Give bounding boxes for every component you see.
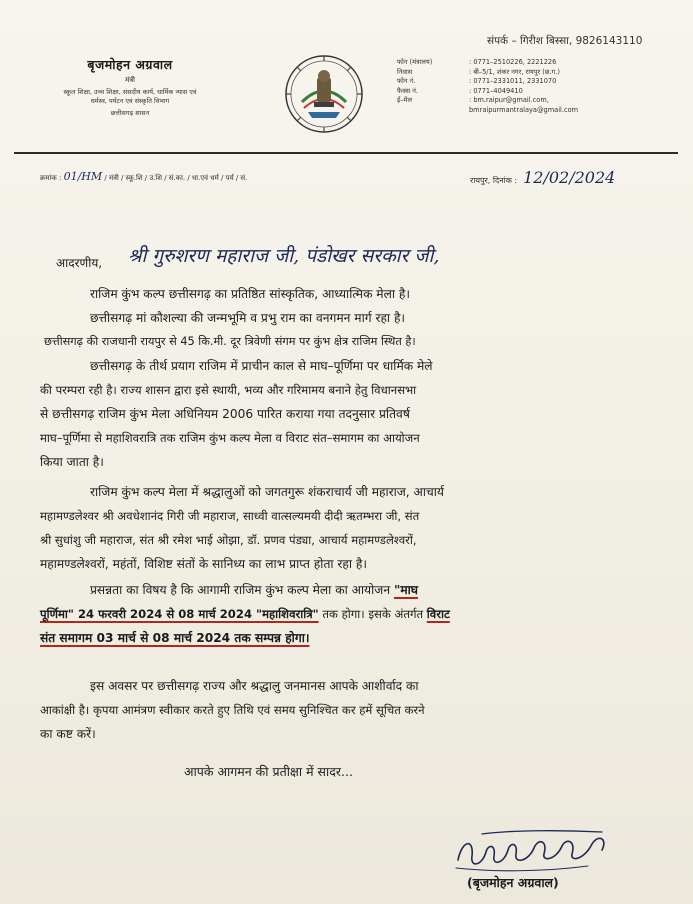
letter-body-saints xyxy=(40,480,652,576)
body-line: छत्तीसगढ़ मां कौशल्या की जन्मभूमि व प्रभु राम का वनगमन मार्ग रहा है। xyxy=(90,311,406,325)
body-line: किया जाता है। xyxy=(40,455,104,469)
sender-name: बृजमोहन अग्रवाल xyxy=(87,57,173,72)
highlight-text: संत समागम 03 मार्च से 08 मार्च 2024 तक सम्पन्न होगा। xyxy=(40,631,310,645)
highlight-text: पूर्णिमा" 24 फरवरी 2024 से 08 मार्च 2024 "महाशिवरात्रि" xyxy=(40,607,319,621)
contact-row: फोन (मंत्रालय) : 0771–2510226, 2221226 xyxy=(397,58,557,66)
addressee-handwritten: श्री गुरुशरण महाराज जी, पंडोखर सरकार जी, xyxy=(128,245,440,267)
reference-handwritten: 01/HM xyxy=(63,170,103,183)
contact-row: निवास : बी–5/1, शंकर नगर, रायपुर (छ.ग.) xyxy=(397,67,560,76)
salutation: आदरणीय, xyxy=(56,256,103,270)
highlight-text: विराट xyxy=(426,607,450,621)
signature-icon xyxy=(452,826,622,876)
closing-line: आपके आगमन की प्रतीक्षा में सादर... xyxy=(184,764,353,779)
letter-date: रायपुर, दिनांक : 12/02/2024 xyxy=(470,168,616,187)
letter-body-dates xyxy=(40,578,652,650)
contact-row: ई–मेल : bm.raipur@gmail.com, xyxy=(397,96,549,104)
letterhead-divider xyxy=(14,152,678,154)
letterhead-sender xyxy=(56,56,204,117)
body-line: का कष्ट करें। xyxy=(40,727,96,741)
body-line: महामण्डलेश्वरों, महंतों, विशिष्ट संतों के सानिध्य का लाभ प्राप्त होता रहा है। xyxy=(40,557,367,571)
signatory-name: (बृजमोहन अग्रवाल) xyxy=(467,875,559,890)
body-line: राजिम कुंभ कल्प छत्तीसगढ़ का प्रतिष्ठित सांस्कृतिक, आध्यात्मिक मेला है। xyxy=(90,287,410,301)
body-line: प्रसन्नता का विषय है कि आगामी राजिम कुंभ कल्प मेला का आयोजन "माघ xyxy=(90,583,418,597)
letter-body-request xyxy=(40,674,652,746)
contact-row: bmraipurmantralaya@gmail.com xyxy=(469,105,579,114)
body-line: पूर्णिमा" 24 फरवरी 2024 से 08 मार्च 2024 "महाशिवरात्रि" तक होगा। इसके अंतर्गत विराट xyxy=(40,607,450,621)
body-line: महामण्डलेश्वर श्री अवधेशानंद गिरी जी महाराज, साध्वी वात्सल्यमयी दीदी ऋतम्भरा जी, संत xyxy=(40,509,420,523)
body-line: आकांक्षी है। कृपया आमंत्रण स्वीकार करते हुए तिथि एवं समय सुनिश्चित कर हमें सूचित करने xyxy=(40,703,425,717)
body-line: श्री सुधांशु जी महाराज, संत श्री रमेश भाई ओझा, डॉ. प्रणव पंड्या, आचार्य महामण्डलेश्वरों, xyxy=(40,533,417,547)
body-line: की परम्परा रही है। राज्य शासन द्वारा इसे स्थायी, भव्य और गरिमामय बनाने हेतु विधानसभा xyxy=(40,383,417,397)
body-line: माघ–पूर्णिमा से महाशिवरात्रि तक राजिम कुंभ कल्प मेला व विराट संत–समागम का आयोजन xyxy=(40,431,420,445)
body-line: से छत्तीसगढ़ राजिम कुंभ मेला अधिनियम 2006 पारित कराया गया तदनुसार प्रतिवर्ष xyxy=(40,407,410,421)
sender-departments: स्कूल शिक्षा, उच्च शिक्षा, संसदीय कार्य, धार्मिक न्यास एवं धर्मस्व, पर्यटन एवं संस्कृति विभाग xyxy=(63,88,197,105)
body-line: छत्तीसगढ़ के तीर्थ प्रयाग राजिम में प्राचीन काल से माघ–पूर्णिमा पर धार्मिक मेले xyxy=(90,359,433,373)
body-line xyxy=(40,626,652,650)
state-emblem-icon xyxy=(284,54,364,134)
date-handwritten: 12/02/2024 xyxy=(523,168,616,187)
body-line: राजिम कुंभ कल्प मेला में श्रद्धालुओं को जगतगुरू शंकराचार्य जी महाराज, आचार्य xyxy=(90,485,444,499)
highlight-text: "माघ xyxy=(393,583,418,597)
body-line: छत्तीसगढ़ की राजधानी रायपुर से 45 कि.मी. दूर त्रिवेणी संगम पर कुंभ क्षेत्र राजिम स्थित है। xyxy=(44,335,416,348)
contact-row: फैक्स नं. : 0771–4049410 xyxy=(397,86,523,95)
letter-body-intro xyxy=(40,282,652,474)
reference-number: क्रमांक : 01/HM / मंत्री / स्कू.शि / उ.शि / सं.का. / धा.एवं धर्म / पर्य / सं. xyxy=(40,170,248,183)
contact-details xyxy=(397,58,578,115)
contact-person: संपर्क – गिरीश बिस्सा, 9826143110 xyxy=(487,35,643,47)
body-line: इस अवसर पर छत्तीसगढ़ राज्य और श्रद्धालु जनमानस आपके आशीर्वाद का xyxy=(90,679,419,693)
sender-title: मंत्री xyxy=(125,76,135,84)
sender-government: छत्तीसगढ़ शासन xyxy=(110,109,150,117)
contact-row: फोन नं. : 0771–2331011, 2331070 xyxy=(397,77,557,85)
